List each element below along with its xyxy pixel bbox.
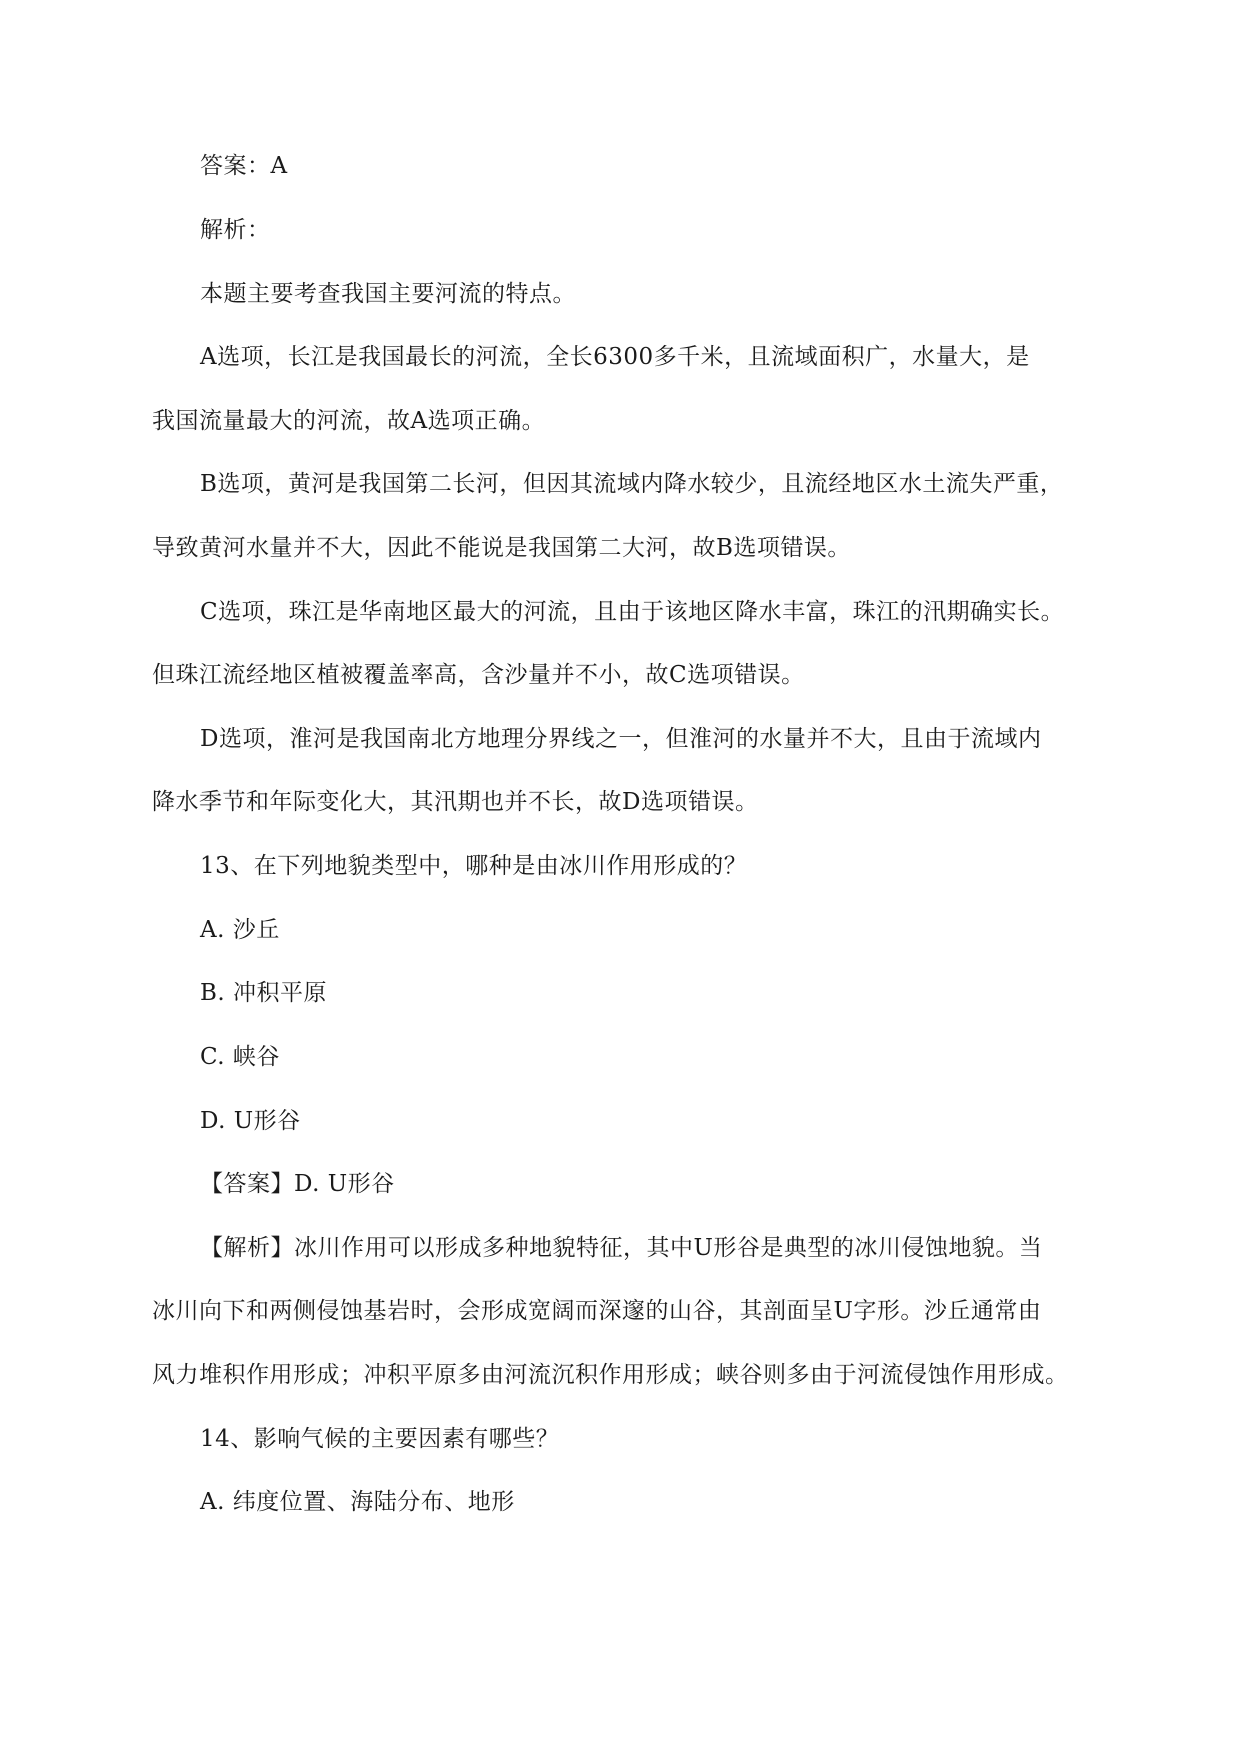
question-14: 14、影响气候的主要因素有哪些？ [200, 1426, 560, 1452]
option-d-explanation-line-1: D选项，淮河是我国南北方地理分界线之一，但淮河的水量并不大，且由于流域内 [200, 726, 1042, 752]
option-d-explanation-line-2: 降水季节和年际变化大，其汛期也并不长，故D选项错误。 [152, 789, 759, 815]
option-c-explanation-line-2: 但珠江流经地区植被覆盖率高，含沙量并不小，故C选项错误。 [152, 662, 805, 688]
option-a-explanation-line-1: A选项，长江是我国最长的河流，全长6300多千米，且流域面积广，水量大，是 [200, 344, 1030, 370]
option-b-explanation-line-2: 导致黄河水量并不大，因此不能说是我国第二大河，故B选项错误。 [152, 535, 851, 561]
q13-analysis-line-2: 冰川向下和两侧侵蚀基岩时，会形成宽阔而深邃的山谷，其剖面呈U字形。沙丘通常由 [152, 1298, 1042, 1324]
analysis-intro: 本题主要考查我国主要河流的特点。 [200, 281, 576, 307]
question-13: 13、在下列地貌类型中，哪种是由冰川作用形成的？ [200, 853, 748, 879]
analysis-label: 解析： [200, 217, 271, 243]
option-b-explanation-line-1: B选项，黄河是我国第二长河，但因其流域内降水较少，且流经地区水土流失严重， [200, 471, 1064, 497]
q14-option-a: A. 纬度位置、海陆分布、地形 [200, 1489, 515, 1515]
q13-option-d: D. U形谷 [200, 1108, 301, 1134]
q13-analysis-line-3: 风力堆积作用形成；冲积平原多由河流沉积作用形成；峡谷则多由于河流侵蚀作用形成。 [152, 1362, 1069, 1388]
answer-line: 答案：A [200, 153, 288, 179]
q13-answer: 【答案】D. U形谷 [200, 1171, 395, 1197]
q13-analysis-line-1: 【解析】冰川作用可以形成多种地貌特征，其中U形谷是典型的冰川侵蚀地貌。当 [200, 1235, 1043, 1261]
option-c-explanation-line-1: C选项，珠江是华南地区最大的河流，且由于该地区降水丰富，珠江的汛期确实长。 [200, 599, 1065, 625]
q13-option-b: B. 冲积平原 [200, 980, 328, 1006]
q13-option-c: C. 峡谷 [200, 1044, 280, 1070]
option-a-explanation-line-2: 我国流量最大的河流，故A选项正确。 [152, 408, 546, 434]
q13-option-a: A. 沙丘 [200, 917, 280, 943]
